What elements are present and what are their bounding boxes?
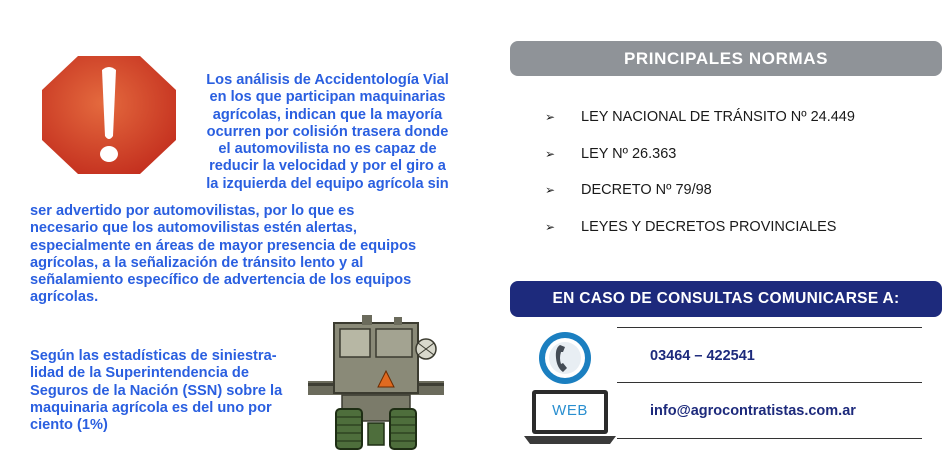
paragraph-line: ciento (1%) <box>30 417 108 434</box>
law-item <box>545 146 676 162</box>
paragraph-line: ser advertido por automovilistas, por lo que es <box>30 203 355 219</box>
law-item-label: DECRETO Nº 79/98 <box>581 182 712 198</box>
arrow-bullet-icon: ➢ <box>545 147 556 161</box>
paragraph-line: Según las estadísticas de siniestra- <box>30 348 277 364</box>
warning-octagon-icon <box>40 54 178 176</box>
paragraph-line: necesario que los automovilistas estén alertas, <box>30 220 357 237</box>
paragraph-line: en los que participan maquinarias <box>209 89 446 106</box>
law-item-label: LEY Nº 26.363 <box>581 146 677 162</box>
law-item <box>545 109 855 125</box>
paragraph-line: agrícolas. <box>30 289 99 306</box>
paragraph-line: agrícolas, a la señalización de tránsito lento y al <box>30 254 364 271</box>
divider <box>617 327 922 328</box>
divider <box>617 382 922 383</box>
law-item <box>545 219 836 235</box>
paragraph-line: el automovilista no es capaz de <box>218 141 437 158</box>
arrow-bullet-icon: ➢ <box>545 110 556 124</box>
accident-analysis-paragraph-top <box>185 72 470 193</box>
paragraph-line: señalamiento específico de advertencia de los equipos <box>30 272 412 289</box>
phone-icon <box>536 330 594 386</box>
normas-header: PRINCIPALES NORMAS <box>510 41 942 76</box>
paragraph-line: Seguros de la Nación (SSN) sobre la <box>30 382 283 399</box>
phone-number[interactable]: 03464 – 422541 <box>650 348 755 364</box>
paragraph-line: agrícolas, indican que la mayoría <box>212 106 443 123</box>
paragraph-line: la izquierda del equipo agrícola sin <box>206 175 449 192</box>
paragraph-line: lidad de la Superintendencia de <box>30 365 249 382</box>
statistics-paragraph <box>30 348 312 434</box>
consultas-header: EN CASO DE CONSULTAS COMUNICARSE A: <box>510 281 942 317</box>
web-label: WEB <box>552 402 588 419</box>
tractor-image <box>306 313 446 453</box>
paragraph-line: especialmente en áreas de mayor presencia de equipos <box>30 237 417 254</box>
arrow-bullet-icon: ➢ <box>545 220 556 234</box>
accident-analysis-paragraph-rest <box>30 203 480 307</box>
law-item <box>545 182 712 198</box>
arrow-bullet-icon: ➢ <box>545 183 556 197</box>
paragraph-line: Los análisis de Accidentología Vial <box>206 72 449 88</box>
law-item-label: LEYES Y DECRETOS PROVINCIALES <box>581 219 837 235</box>
paragraph-line: maquinaria agrícola es del uno por <box>30 399 272 416</box>
divider <box>617 438 922 439</box>
paragraph-line: ocurren por colisión trasera donde <box>206 123 449 140</box>
email-address[interactable]: info@agrocontratistas.com.ar <box>650 403 856 419</box>
paragraph-line: reducir la velocidad y por el giro a <box>209 158 446 175</box>
law-item-label: LEY NACIONAL DE TRÁNSITO Nº 24.449 <box>581 109 855 125</box>
